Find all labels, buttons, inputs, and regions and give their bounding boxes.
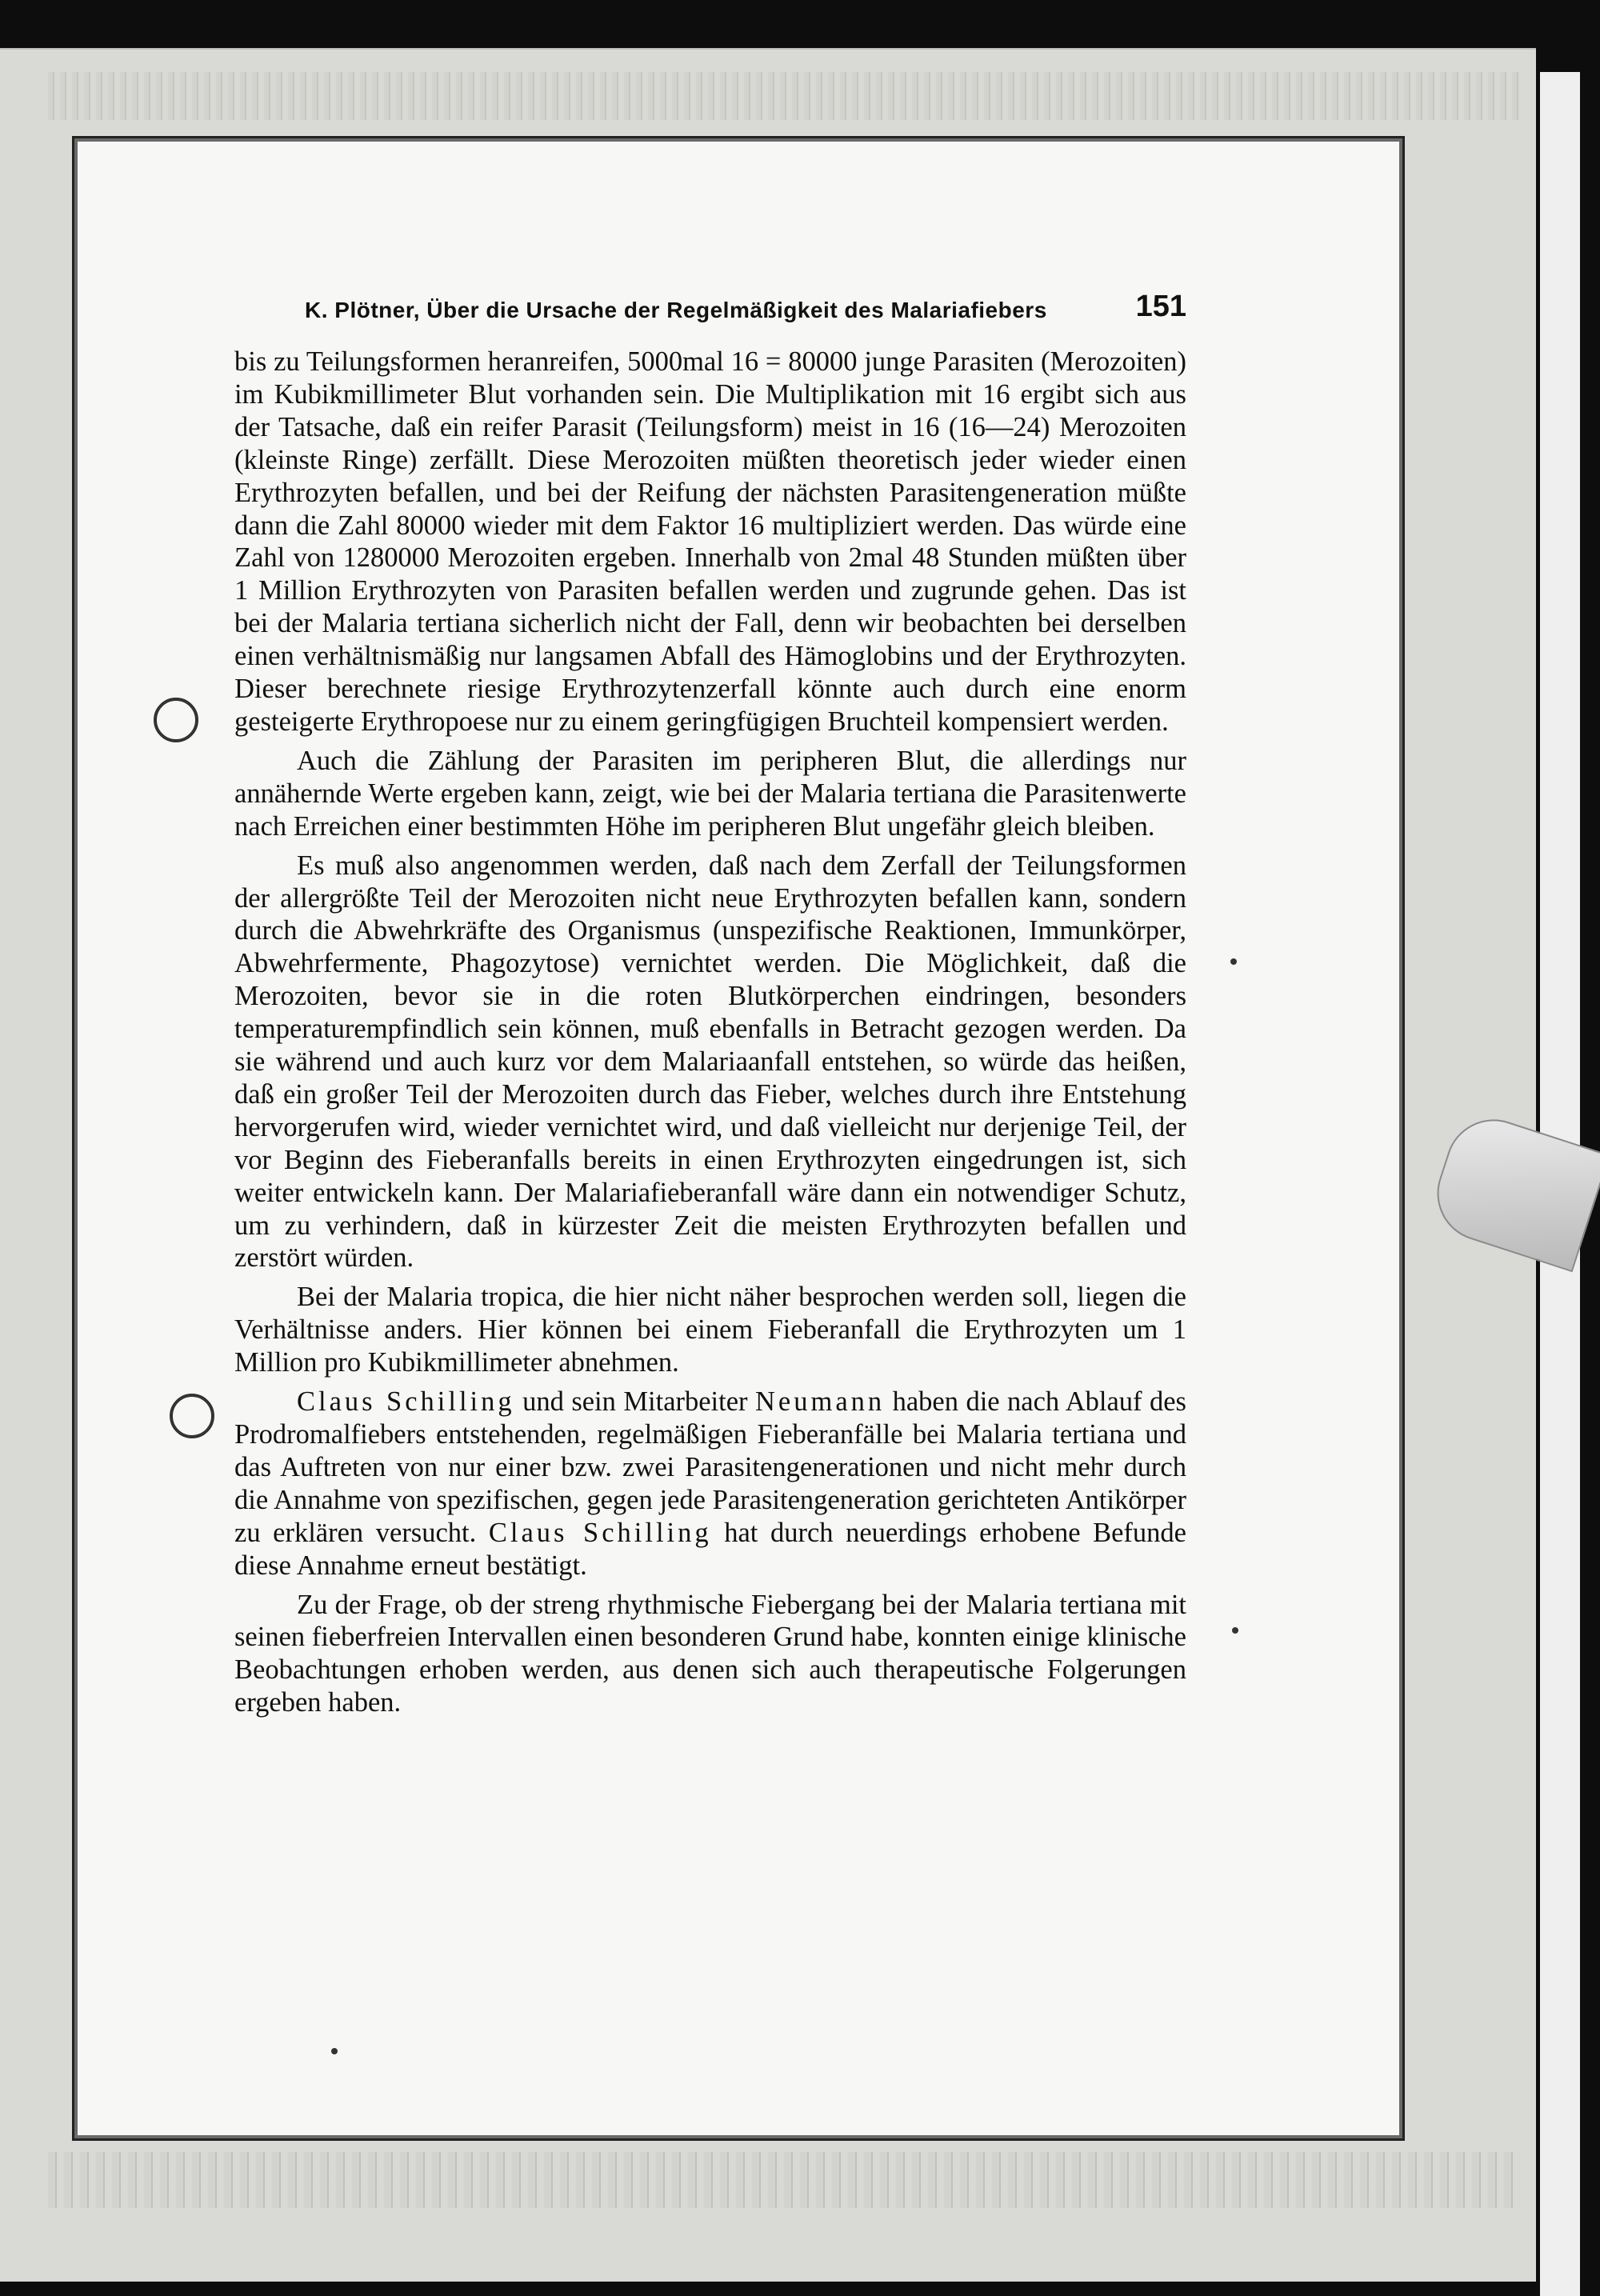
- author-name: Claus Schilling: [297, 1386, 515, 1418]
- speck: [1230, 958, 1237, 965]
- paragraph: bis zu Teilungsformen heranreifen, 5000mal 16 = 80000 junge Parasiten (Merozoiten) im Kubikmillimeter Blut vorhanden sein. Die Multiplikation mit 16 ergibt sich aus der Tatsache, daß ein reifer Parasit (Teilungsform) meist in 16 (16—24) Merozoiten (kleinste Ringe) zerfällt. Diese Merozoiten müßten theoretisch jeder wieder einen Erythrozyten befallen, und bei der Reifung der nächsten Parasitengeneration müßte dann die Zahl 80000 wieder mit dem Faktor 16 multipliziert werden. Das würde eine Zahl von 1280000 Merozoiten ergeben. Innerhalb von 2mal 48 Stunden müßten über 1 Million Erythrozyten von Parasiten befallen werden und zugrunde gehen. Das ist bei der Malaria tertiana sicherlich nicht der Fall, denn wir beobachten bei derselben einen verhältnismäßig nur langsamen Abfall des Hämoglobins und der Erythrozyten. Dieser berechnete riesige Erythrozytenzerfall könnte auch durch eine enorm gesteigerte Erythropoese nur zu einem geringfügigen Bruchteil kompensiert werden.: [234, 346, 1186, 737]
- paragraph: Bei der Malaria tropica, die hier nicht näher besprochen werden soll, liegen die Verhältnisse anders. Hier können bei einem Fieberanfall die Erythrozyten um 1 Million pro Kubikmillimeter abnehmen.: [234, 1282, 1186, 1378]
- paragraph: Es muß also angenommen werden, daß nach dem Zerfall der Teilungsformen der allergrößte Teil der Merozoiten nicht neue Erythrozyten befallen kann, sondern durch die Abwehrkräfte des Organismus (unspezifische Reaktionen, Immunkörper, Abwehrfermente, Phagozytose) vernichtet werden. Die Möglichkeit, daß die Merozoiten, bevor sie in die roten Blutkörperchen eindringen, besonders temperaturempfindlich sein können, muß ebenfalls in Betracht gezogen werden. Da sie während und auch kurz vor dem Malariaanfall entstehen, so würde das heißen, daß ein großer Teil der Merozoiten durch das Fieber, welches durch ihre Entstehung hervorgerufen wird, wieder vernichtet wird, und daß vielleicht nur derjenige Teil, der vor Beginn des Fieberanfalls bereits in einen Erythrozyten eingedrungen ist, sich weiter entwickeln kann. Der Malariafieberanfall wäre dann ein notwendiger Schutz, um zu verhindern, daß in kürzester Zeit die meisten Erythrozyten befallen und zerstört würden.: [234, 850, 1186, 1274]
- paragraph: Auch die Zählung der Parasiten im peripheren Blut, die allerdings nur annähernde Werte ergeben kann, zeigt, wie bei der Malaria tertiana die Parasitenwerte nach Erreichen einer bestimmten Höhe im peripheren Blut ungefähr gleich bleiben.: [234, 745, 1186, 842]
- punch-hole-top: [154, 698, 198, 742]
- paragraph-text: hat durch neuerdings erhobene Befunde diese Annahme erneut bestätigt.: [234, 1517, 1186, 1581]
- author-name: Claus Schilling: [488, 1517, 712, 1548]
- scan-noise-bottom: [48, 2152, 1520, 2208]
- page-number: 151: [1135, 290, 1186, 323]
- paragraph-schilling: [234, 1386, 1186, 1582]
- speck: [331, 2048, 338, 2054]
- running-head: [234, 286, 1186, 334]
- paragraph-text: haben die nach Ablauf des Prodromalfiebers entstehenden, regelmäßigen Fieberanfälle bei Malaria tertiana und das Auftreten von nur einer bzw. zwei Parasitengenerationen und nicht mehr durch die Annahme von spezifischen, gegen jede Parasitengeneration gerichteten Antikörper zu erklären versucht.: [234, 1386, 1186, 1548]
- article-text: [234, 286, 1186, 1726]
- author-name: Neumann: [755, 1386, 886, 1418]
- paragraph: Zu der Frage, ob der streng rhythmische Fiebergang bei der Malaria tertiana mit seinen fieberfreien Intervallen einen besonderen Grund habe, konnten einige klinische Beobachtungen erhoben werden, aus denen sich auch therapeutische Folgerungen ergeben haben.: [234, 1589, 1186, 1718]
- scan-noise-top: [48, 72, 1520, 120]
- punch-hole-bottom: [170, 1394, 214, 1438]
- paragraph-text: und sein Mitarbeiter: [514, 1386, 755, 1418]
- speck: [1232, 1627, 1238, 1634]
- running-title: K. Plötner, Über die Ursache der Regelmäßigkeit des Malariafiebers: [305, 298, 1047, 322]
